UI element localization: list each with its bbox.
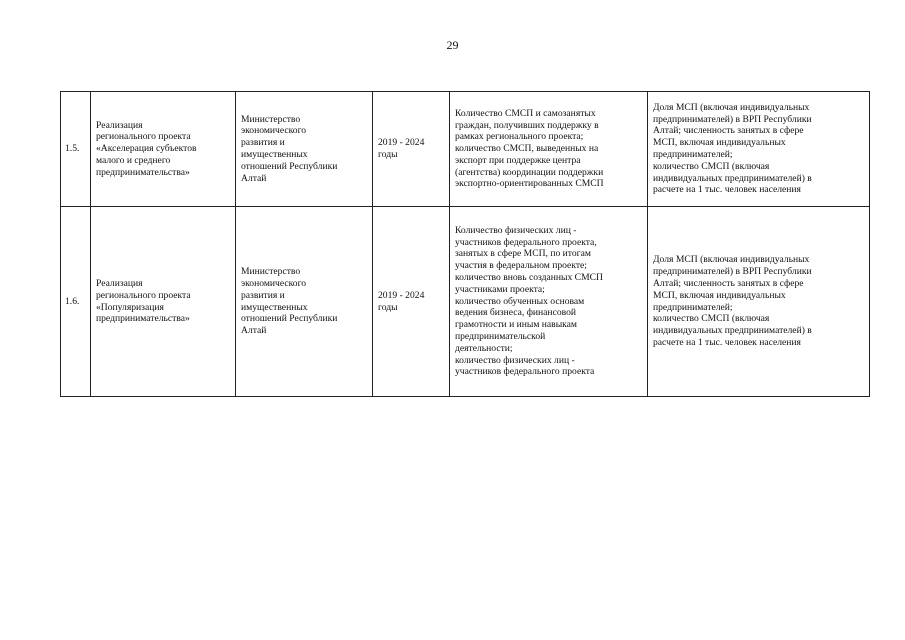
indicators-cell (450, 207, 648, 397)
period: 2019 - 2024 годы (378, 289, 425, 313)
row-number-cell (61, 92, 91, 207)
responsible-cell (236, 207, 373, 397)
targets-cell (648, 92, 870, 207)
targets: Доля МСП (включая индивидуальных предпринимателей) в ВРП Республики Алтай; численность занятых в сфере МСП, включая индивидуальных предпринимателей; количество СМСП (включая индивидуальных предпринимателей) в расчете на 1 тыс. человек населения (653, 101, 812, 196)
project-cell (91, 207, 236, 397)
targets: Доля МСП (включая индивидуальных предпринимателей) в ВРП Республики Алтай; численность занятых в сфере МСП, включая индивидуальных предпринимателей; количество СМСП (включая индивидуальных предпринимателей) в расчете на 1 тыс. человек населения (653, 254, 812, 348)
targets-cell (648, 207, 870, 397)
indicators: Количество СМСП и самозанятых граждан, получивших поддержку в рамках регионального проекта; количество СМСП, выведенных на экспорт при поддержке центра (агентства) координации поддержки экспортно-ориентированных СМСП (455, 107, 604, 190)
row-number: 1.6. (65, 295, 80, 307)
project-name: Реализация регионального проекта «Акселерация субъектов малого и среднего предпринимательства» (96, 119, 197, 178)
measures-table (60, 91, 870, 397)
period-cell (373, 207, 450, 397)
period-cell (373, 92, 450, 207)
indicators-cell (450, 92, 648, 207)
page-number: 29 (446, 38, 459, 52)
row-number: 1.5. (65, 143, 80, 155)
responsible-body: Министерство экономического развития и имущественных отношений Республики Алтай (241, 113, 338, 184)
table-row (61, 92, 870, 207)
row-number-cell (61, 207, 91, 397)
period: 2019 - 2024 годы (378, 137, 425, 160)
table-row (61, 207, 870, 397)
indicators: Количество физических лиц - участников федерального проекта, занятых в сфере МСП, по итогам участия в федеральном проекте; количество вновь созданных СМСП участниками проекта; количество обученных основам ведения бизнеса, финансовой грамотности и иным навыкам предпринимательской деятельности; количество физических лиц - участников федерального проекта (455, 224, 603, 378)
responsible-cell (236, 92, 373, 207)
responsible-body: Министерство экономического развития и имущественных отношений Республики Алтай (241, 266, 338, 337)
project-name: Реализация регионального проекта «Популяризация предпринимательства» (96, 277, 191, 325)
project-cell (91, 92, 236, 207)
